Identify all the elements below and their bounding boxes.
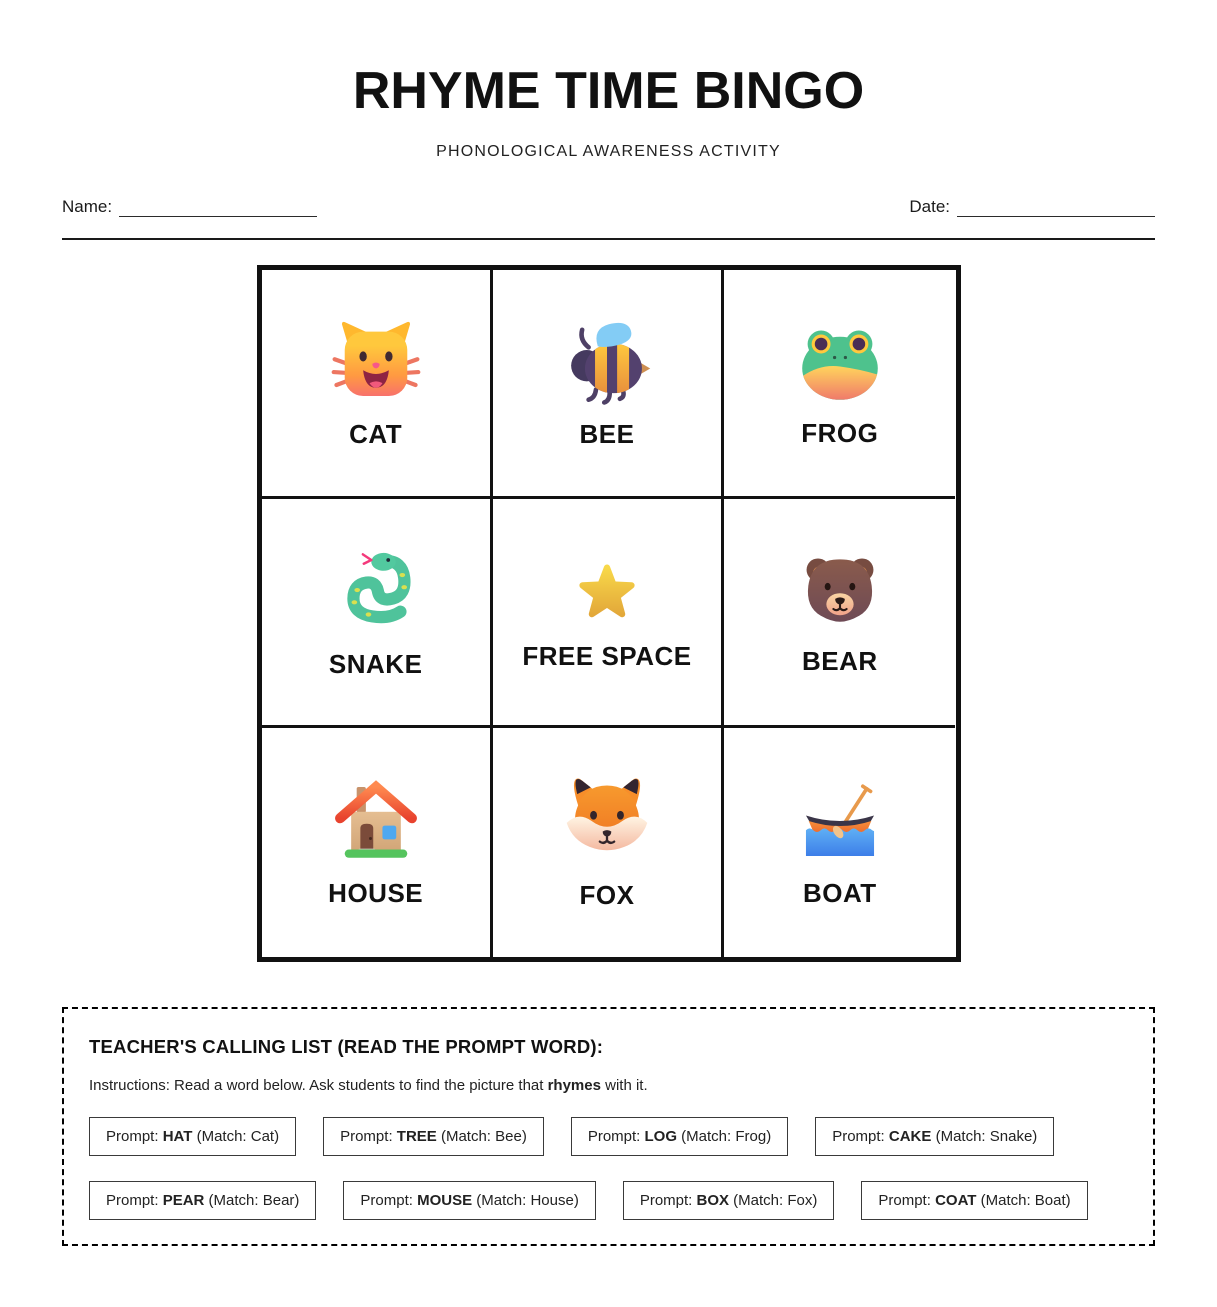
prompt-word: TREE <box>396 1127 437 1145</box>
prompt-match: (Match: Cat) <box>192 1127 280 1145</box>
prompt-box-cake <box>815 1117 1054 1156</box>
prompt-word: MOUSE <box>417 1191 473 1209</box>
teacher-instructions <box>89 1077 1128 1094</box>
name-label: Name: <box>62 196 113 216</box>
page-subtitle: PHONOLOGICAL AWARENESS ACTIVITY <box>436 142 781 160</box>
bingo-cell-frog <box>724 270 955 499</box>
bingo-cell-label: CAT <box>349 418 403 449</box>
cat-icon <box>330 316 422 408</box>
bingo-cell-bear <box>724 499 955 728</box>
prompt-label: Prompt: <box>106 1191 163 1209</box>
prompt-word: HAT <box>162 1127 193 1145</box>
prompt-label: Prompt: <box>340 1127 397 1145</box>
bingo-cell-label: FOX <box>579 880 635 911</box>
star-icon <box>568 552 646 630</box>
bingo-cell-label: SNAKE <box>328 648 423 679</box>
bingo-cell-label: BEAR <box>801 645 878 676</box>
teacher-calling-list-box <box>62 1007 1155 1246</box>
bingo-cell-snake <box>262 499 493 728</box>
instructions-prefix: Instructions: Read a word below. Ask students to find the picture that <box>89 1076 548 1094</box>
prompt-box-tree <box>323 1117 544 1156</box>
prompt-match: (Match: Frog) <box>677 1127 772 1145</box>
prompt-match: (Match: Bear) <box>204 1191 300 1209</box>
boat-icon <box>794 775 886 867</box>
prompt-word: COAT <box>935 1191 977 1209</box>
prompt-list <box>89 1117 1128 1220</box>
snake-icon <box>329 544 423 638</box>
prompt-word: PEAR <box>162 1191 205 1209</box>
bingo-cell-free-space <box>493 499 724 728</box>
bingo-cell-fox <box>493 728 724 957</box>
bingo-cell-label: BEE <box>579 418 635 449</box>
date-field <box>909 197 1155 217</box>
prompt-box-hat <box>89 1117 296 1156</box>
prompt-box-coat <box>861 1181 1087 1220</box>
prompt-word: LOG <box>644 1127 678 1145</box>
prompt-word: CAKE <box>888 1127 932 1145</box>
bingo-cell-label: FROG <box>801 417 879 448</box>
bear-icon <box>796 547 884 635</box>
bingo-cell-label: HOUSE <box>328 878 424 909</box>
frog-icon <box>795 317 885 407</box>
bingo-cell-bee <box>493 270 724 499</box>
prompt-match: (Match: Bee) <box>436 1127 527 1145</box>
prompt-label: Prompt: <box>639 1191 697 1209</box>
prompt-label: Prompt: <box>878 1191 936 1209</box>
bingo-cell-cat <box>262 270 493 499</box>
prompt-box-log <box>571 1117 788 1156</box>
bee-icon <box>561 316 653 408</box>
prompt-box-pear <box>89 1181 316 1220</box>
prompt-label: Prompt: <box>106 1127 163 1145</box>
date-blank-line <box>957 199 1155 217</box>
bingo-cell-label: FREE SPACE <box>522 640 692 671</box>
name-blank-line <box>119 199 317 217</box>
instructions-suffix: with it. <box>600 1076 648 1094</box>
prompt-box-box <box>623 1181 835 1220</box>
fox-icon <box>559 773 655 869</box>
instructions-bold-word: rhymes <box>547 1076 601 1094</box>
page-title: RHYME TIME BINGO <box>352 62 865 120</box>
prompt-label: Prompt: <box>587 1127 645 1145</box>
prompt-match: (Match: Snake) <box>931 1127 1038 1145</box>
name-date-row <box>62 197 1155 217</box>
header-divider <box>62 238 1155 240</box>
prompt-box-mouse <box>343 1181 595 1220</box>
prompt-label: Prompt: <box>832 1127 889 1145</box>
bingo-cell-boat <box>724 728 955 957</box>
prompt-word: BOX <box>696 1191 730 1209</box>
house-icon <box>330 775 422 867</box>
teacher-heading: TEACHER'S CALLING LIST (READ THE PROMPT WORD): <box>89 1035 604 1057</box>
prompt-label: Prompt: <box>360 1191 418 1209</box>
prompt-match: (Match: Fox) <box>729 1191 818 1209</box>
prompt-match: (Match: Boat) <box>976 1191 1071 1209</box>
prompt-match: (Match: House) <box>472 1191 579 1209</box>
bingo-cell-house <box>262 728 493 957</box>
date-label: Date: <box>909 196 950 216</box>
name-field <box>62 197 317 217</box>
bingo-grid <box>257 265 961 962</box>
bingo-cell-label: BOAT <box>802 878 877 909</box>
